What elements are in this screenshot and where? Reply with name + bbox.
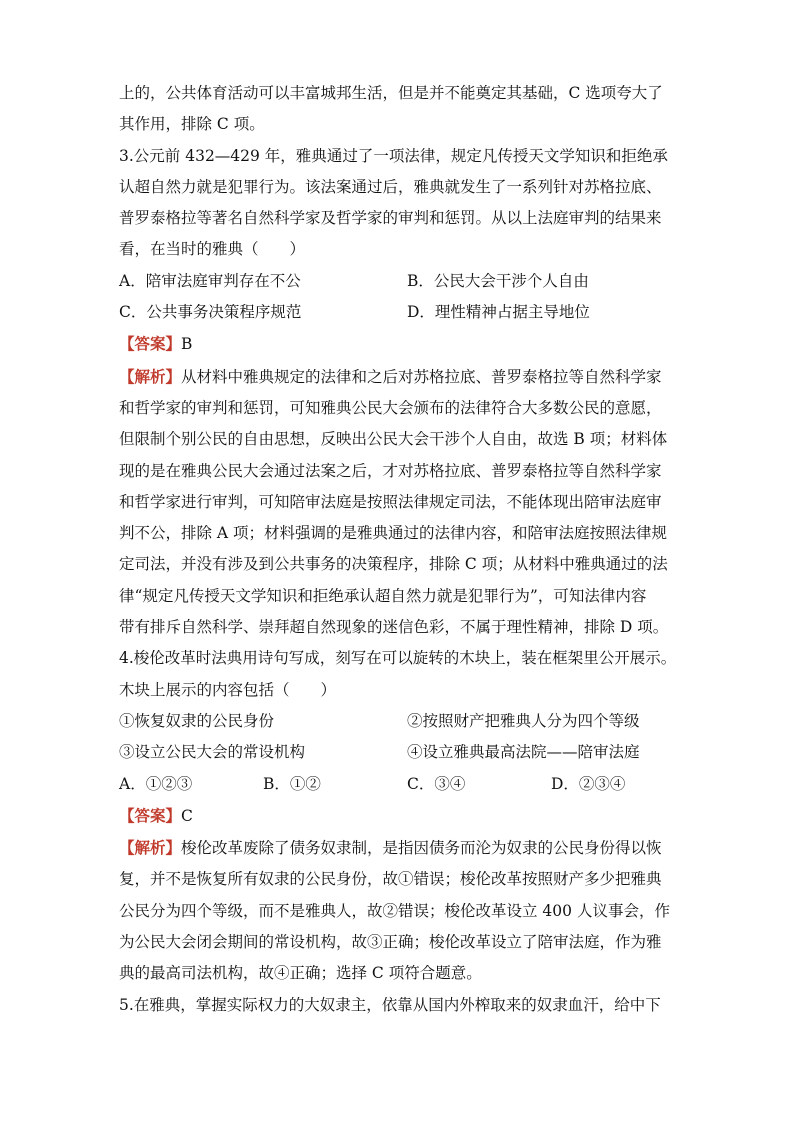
analysis-line: 复，并不是恢复所有奴隶的公民身份，故①错误；梭伦改革按照财产多少把雅典 (119, 870, 662, 889)
analysis-tag: 【解析】 (119, 366, 182, 386)
option-d: D．理性精神占据主导地位 (407, 303, 590, 322)
option-row (119, 297, 679, 328)
continued-analysis (119, 78, 679, 141)
item-3: ③设立公民大会的常设机构 (119, 743, 306, 762)
question-stem-line: 认超自然力就是犯罪行为。该法案通过后，雅典就发生了一系列针对苏格拉底、 (119, 177, 662, 196)
analysis-line: 但限制个别公民的自由思想，反映出公民大会干涉个人自由，故选 B 项；材料体 (119, 430, 668, 449)
answer-tag: 【答案】 (119, 334, 182, 354)
option-c: C．③④ (407, 774, 466, 793)
question-stem-line: 3.公元前 432—429 年，雅典通过了一项法律，规定凡传授天文学知识和拒绝承 (119, 146, 668, 165)
question-stem-line: 木块上展示的内容包括（ ） (119, 680, 337, 699)
question-stem-line: 看，在当时的雅典（ ） (119, 240, 306, 259)
answer-value: B (181, 335, 193, 354)
question-stem-line: 普罗泰格拉等著名自然科学家及哲学家的审判和惩罚。从以上法庭审判的结果来 (119, 209, 662, 228)
option-row (119, 769, 679, 800)
question-4 (119, 643, 679, 989)
answer-tag: 【答案】 (119, 805, 182, 825)
analysis-line: 典的最高司法机构，故④正确；选择 C 项符合题意。 (119, 964, 482, 983)
question-5 (119, 990, 679, 1021)
question-3 (119, 141, 679, 644)
document-page (119, 78, 679, 1021)
option-b: B．公民大会干涉个人自由 (407, 271, 589, 290)
analysis-tag: 【解析】 (119, 838, 182, 858)
question-stem-line: 5.在雅典，掌握实际权力的大奴隶主，依靠从国内外榨取来的奴隶血汗，给中下 (119, 995, 661, 1014)
text-line: 上的，公共体育活动可以丰富城邦生活，但是并不能奠定其基础，C 选项夸大了 (119, 84, 663, 102)
option-b: B．①② (263, 774, 321, 793)
item-4: ④设立雅典最高法院——陪审法庭 (407, 743, 640, 762)
option-a: A．①②③ (119, 774, 193, 793)
analysis-line: 律“规定凡传授天文学知识和拒绝承认超自然力就是犯罪行为”，可知法律内容 (119, 586, 647, 605)
question-stem-line: 4.梭伦改革时法典用诗句写成，刻写在可以旋转的木块上，装在框架里公开展示。 (119, 649, 677, 668)
analysis-line: 和哲学家的审判和惩罚，可知雅典公民大会颁布的法律符合大多数公民的意愿， (119, 398, 662, 417)
analysis-text: 从材料中雅典规定的法律和之后对苏格拉底、普罗泰格拉等自然科学家 (181, 367, 662, 386)
text-line: 其作用，排除 C 项。 (119, 115, 265, 134)
analysis-line: 和哲学家进行审判，可知陪审法庭是按照法律规定司法，不能体现出陪审法庭审 (119, 492, 662, 511)
analysis-line: 为公民大会闭会期间的常设机构，故③正确；梭伦改革设立了陪审法庭，作为雅 (119, 933, 662, 952)
answer-line (119, 800, 679, 832)
analysis-line: 公民分为四个等级，而不是雅典人，故②错误；梭伦改革设立 400 人议事会，作 (119, 901, 670, 920)
option-d: D．②③④ (551, 774, 626, 793)
analysis-line (119, 361, 679, 393)
answer-value: C (181, 806, 193, 825)
analysis-line (119, 832, 679, 864)
analysis-line: 现的是在雅典公民大会通过法案之后，才对苏格拉底、普罗泰格拉等自然科学家 (119, 461, 662, 480)
analysis-line: 带有排斥自然科学、崇拜超自然现象的迷信色彩，不属于理性精神，排除 D 项。 (119, 618, 669, 637)
item-1: ①恢复奴隶的公民身份 (119, 711, 275, 730)
item-row (119, 706, 679, 737)
option-c: C．公共事务决策程序规范 (119, 303, 302, 322)
analysis-line: 定司法，并没有涉及到公共事务的决策程序，排除 C 项；从材料中雅典通过的法 (119, 555, 668, 574)
option-row (119, 266, 679, 297)
analysis-text: 梭伦改革废除了债务奴隶制，是指因债务而沦为奴隶的公民身份得以恢 (181, 839, 662, 858)
item-2: ②按照财产把雅典人分为四个等级 (407, 711, 640, 730)
answer-line (119, 328, 679, 360)
item-row (119, 737, 679, 768)
analysis-line: 判不公，排除 A 项；材料强调的是雅典通过的法律内容，和陪审法庭按照法律规 (119, 524, 668, 543)
option-a: A．陪审法庭审判存在不公 (119, 271, 301, 290)
